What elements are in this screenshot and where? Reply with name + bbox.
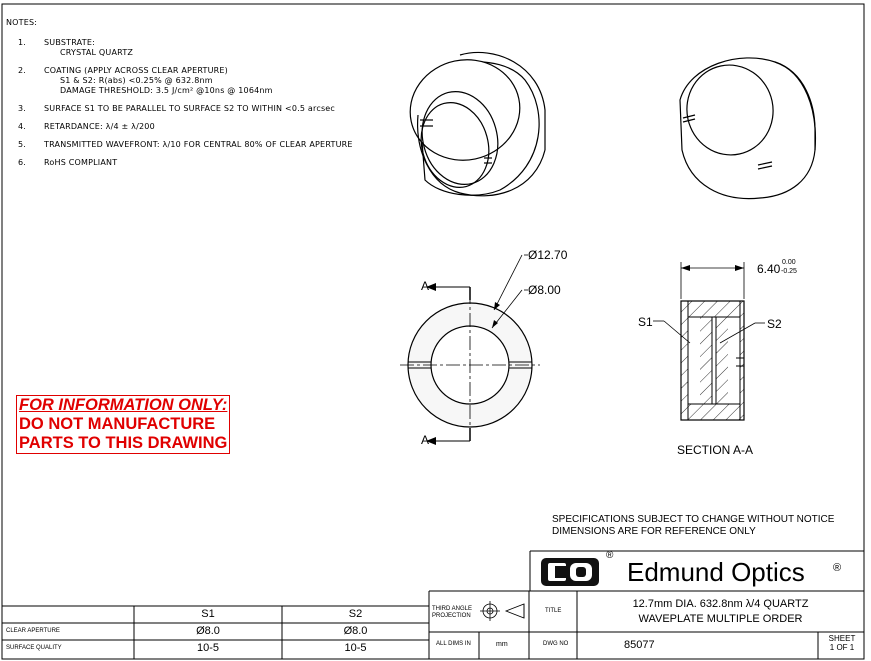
note-item: [6, 140, 353, 150]
section-view: [653, 262, 765, 420]
disclaimer: [552, 514, 834, 538]
note-text: COATING (APPLY ACROSS CLEAR APERTURE): [44, 66, 228, 75]
warning-line-3: PARTS TO THIS DRAWING: [19, 434, 228, 452]
thickness-tolerance-lower: -0.25: [781, 268, 797, 275]
spec-row-label: CLEAR APERTURE: [6, 628, 60, 634]
projection-label-line-2: PROJECTION: [432, 613, 471, 619]
notes-block: [6, 18, 353, 176]
note-item: [6, 66, 353, 96]
spec-row-label: SURFACE QUALITY: [6, 645, 62, 651]
note-text: RoHS COMPLIANT: [44, 158, 118, 167]
projection-label-line-1: THIRD ANGLE: [432, 606, 473, 612]
note-text: TRANSMITTED WAVEFRONT: λ/10 FOR CENTRAL 80% OF CLEAR APERTURE: [44, 140, 353, 149]
spec-table-header-s1: S1: [201, 608, 215, 620]
note-text: RETARDANCE: λ/4 ± λ/200: [44, 122, 155, 131]
third-angle-projection-icon: [480, 601, 524, 621]
surface-s2-label: S2: [767, 317, 782, 331]
spec-table-header-s2: S2: [348, 608, 363, 620]
sheet-value: 1 OF 1: [829, 643, 855, 652]
edmund-optics-logo-icon: [541, 558, 599, 586]
note-item: [6, 122, 353, 132]
information-only-warning: [16, 395, 230, 454]
logo-registered-mark: ®: [606, 550, 614, 561]
drawing-title-line-2: WAVEPLATE MULTIPLE ORDER: [638, 613, 803, 625]
note-number: 2.: [18, 66, 27, 75]
section-caption: SECTION A-A: [677, 443, 754, 457]
dwg-no-value: 85077: [624, 639, 655, 651]
sheet-label: SHEET: [828, 634, 856, 643]
section-label-bottom: A: [421, 433, 430, 447]
warning-line-2: DO NOT MANUFACTURE: [19, 415, 216, 433]
notes-header: NOTES:: [6, 18, 38, 27]
company-registered-mark: ®: [833, 562, 842, 574]
surface-s1-label: S1: [638, 315, 653, 329]
warning-line-1: FOR INFORMATION ONLY:: [19, 396, 228, 414]
spec-cell-s1: Ø8.0: [196, 625, 220, 637]
outer-diameter-label: Ø12.70: [528, 248, 568, 262]
thickness-tolerance-upper: 0.00: [782, 259, 796, 266]
thickness-dimension: 6.40: [757, 262, 781, 276]
section-label-top: A: [421, 279, 430, 293]
disclaimer-line-2: DIMENSIONS ARE FOR REFERENCE ONLY: [552, 526, 756, 537]
note-number: 6.: [18, 158, 27, 167]
disclaimer-line-1: SPECIFICATIONS SUBJECT TO CHANGE WITHOUT NOTICE: [552, 514, 835, 525]
note-subtext: DAMAGE THRESHOLD: 3.5 J/cm² @10ns @ 1064nm: [60, 86, 273, 95]
note-item: [6, 104, 353, 114]
dwg-no-label: DWG NO: [543, 641, 569, 647]
company-name: Edmund Optics: [627, 557, 805, 587]
note-subtext: CRYSTAL QUARTZ: [60, 48, 134, 57]
spec-cell-s2: 10-5: [344, 642, 367, 654]
drawing-title-line-1: 12.7mm DIA. 632.8nm λ/4 QUARTZ: [632, 598, 809, 610]
spec-cell-s2: Ø8.0: [343, 625, 368, 637]
isometric-view-left: [401, 50, 545, 196]
note-text: SURFACE S1 TO BE PARALLEL TO SURFACE S2 TO WITHIN <0.5 arcsec: [44, 104, 336, 113]
note-text: SUBSTRATE:: [44, 38, 95, 47]
all-dims-label: ALL DIMS IN: [436, 641, 471, 647]
units-value: mm: [496, 641, 508, 648]
note-number: 3.: [18, 104, 27, 113]
note-number: 4.: [18, 122, 27, 131]
note-subtext: S1 & S2: R(abs) <0.25% @ 632.8nm: [60, 76, 213, 85]
note-item: [6, 38, 353, 58]
inner-diameter-label: Ø8.00: [528, 283, 561, 297]
spec-cell-s1: 10-5: [196, 642, 220, 654]
note-number: 1.: [18, 38, 27, 47]
sheet-block: [822, 634, 862, 652]
title-label: TITLE: [545, 608, 562, 614]
note-item: [6, 158, 353, 168]
note-number: 5.: [18, 140, 27, 149]
drawing-title: [577, 597, 864, 627]
isometric-view-right: [679, 57, 816, 199]
projection-label: [432, 606, 472, 620]
